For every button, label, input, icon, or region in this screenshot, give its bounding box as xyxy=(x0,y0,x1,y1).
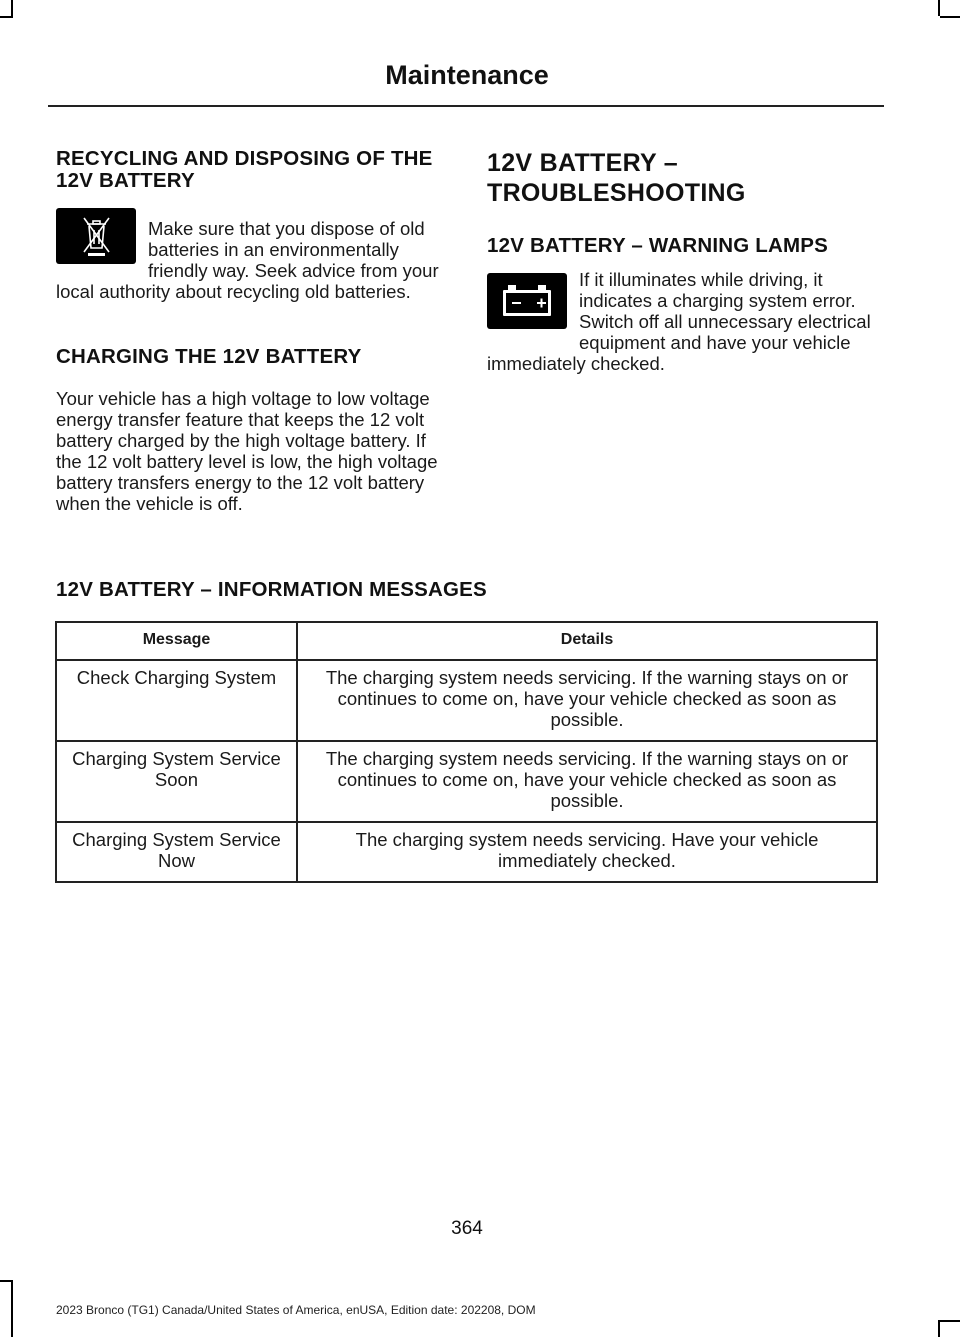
crop-mark xyxy=(940,16,960,18)
table-row xyxy=(56,660,877,741)
table-header-row xyxy=(56,622,877,660)
recycle-text: Make sure that you dispose of old batteries in an environmentally friendly way. Seek advice from your local authority about recycling old batteries. xyxy=(56,218,439,302)
crop-mark xyxy=(940,1320,960,1322)
details-cell: The charging system needs servicing. Have your vehicle immediately checked. xyxy=(297,822,877,882)
right-column xyxy=(487,148,882,374)
page-title: Maintenance xyxy=(385,60,549,90)
warning-lamps-heading: 12V BATTERY – WARNING LAMPS xyxy=(487,234,829,257)
troubleshooting-heading-line2: TROUBLESHOOTING xyxy=(487,179,746,207)
info-messages-table xyxy=(55,621,878,883)
crop-mark xyxy=(938,1320,940,1337)
footer-edition-info: 2023 Bronco (TG1) Canada/United States of America, enUSA, Edition date: 202208, DOM xyxy=(56,1303,536,1317)
details-cell: The charging system needs servicing. If the warning stays on or continues to come on, have your vehicle checked as soon as possible. xyxy=(297,741,877,822)
charging-text: Your vehicle has a high voltage to low voltage energy transfer feature that keeps the 12 volt battery charged by the high voltage battery. If the 12 volt battery level is low, the high voltage battery transfers energy to the 12 volt battery when the vehicle is off. xyxy=(56,388,438,514)
recycle-heading: RECYCLING AND DISPOSING OF THE 12V BATTERY xyxy=(56,147,433,192)
page-number: 364 xyxy=(451,1218,483,1239)
message-cell: Charging System Service Soon xyxy=(56,741,297,822)
message-cell: Charging System Service Now xyxy=(56,822,297,882)
crop-mark xyxy=(11,0,13,16)
details-cell: The charging system needs servicing. If the warning stays on or continues to come on, have your vehicle checked as soon as possible. xyxy=(297,660,877,741)
troubleshooting-heading-line1: 12V BATTERY – xyxy=(487,149,678,177)
crop-mark xyxy=(0,1280,13,1282)
battery-warning-icon xyxy=(487,273,567,329)
crop-mark xyxy=(938,0,940,16)
info-messages-heading: 12V BATTERY – INFORMATION MESSAGES xyxy=(56,578,487,601)
crossed-out-bin-icon xyxy=(56,208,136,264)
table-row xyxy=(56,741,877,822)
header-divider xyxy=(48,105,884,107)
warning-lamps-text: If it illuminates while driving, it indicates a charging system error. Switch off all unnecessary electrical equipment and have your vehicle immediately checked. xyxy=(487,269,871,374)
table-row xyxy=(56,822,877,882)
crop-mark xyxy=(11,1280,13,1337)
left-column xyxy=(56,148,448,514)
charging-heading: CHARGING THE 12V BATTERY xyxy=(56,345,362,368)
crop-mark xyxy=(0,16,13,18)
column-header-details: Details xyxy=(297,622,877,660)
message-cell: Check Charging System xyxy=(56,660,297,741)
column-header-message: Message xyxy=(56,622,297,660)
